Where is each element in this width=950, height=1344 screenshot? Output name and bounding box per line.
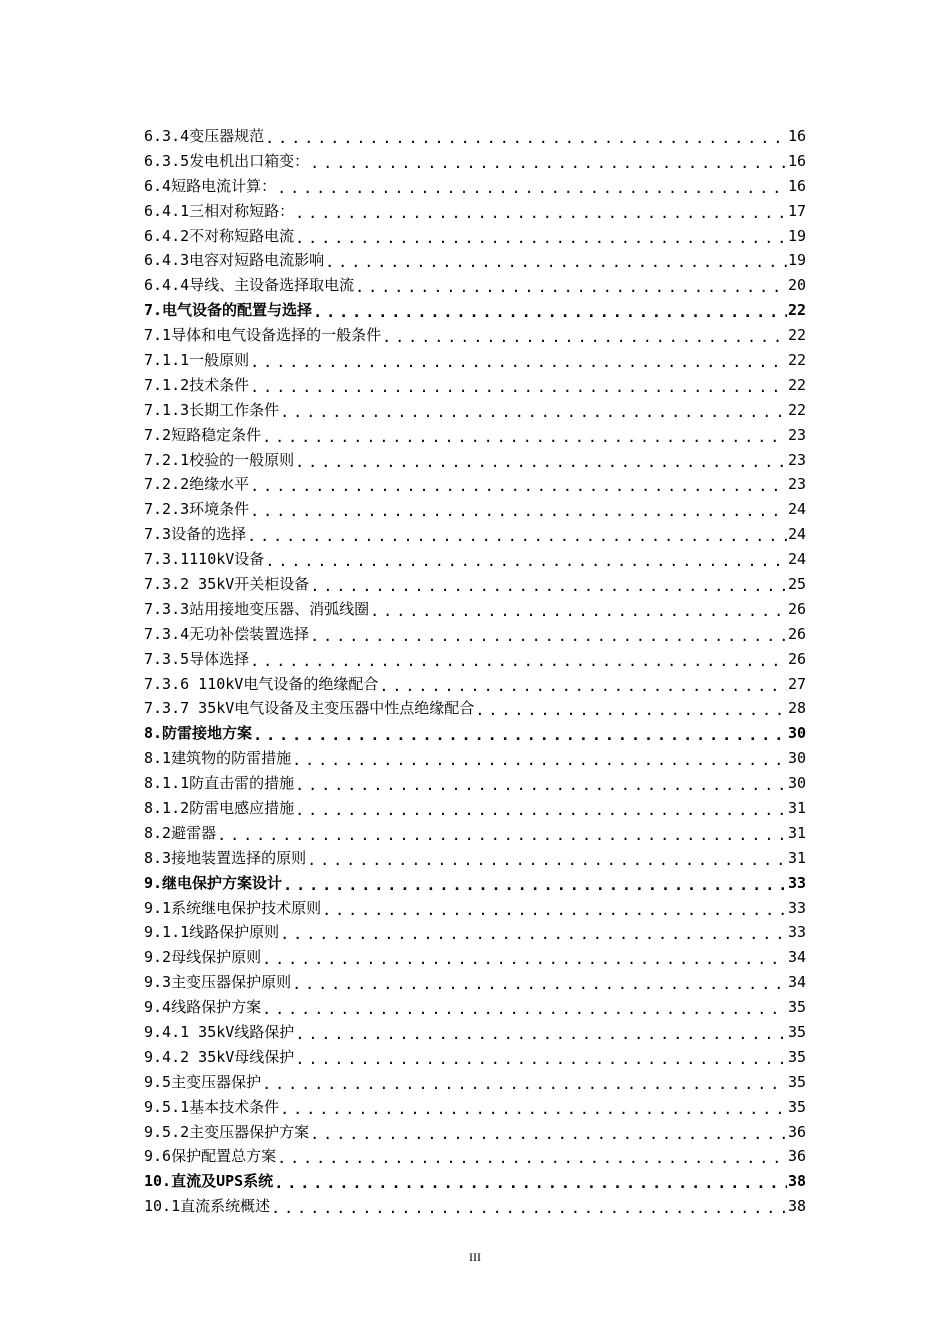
toc-entry-page: 35 xyxy=(787,998,806,1017)
toc-dot-leader xyxy=(280,405,787,420)
toc-entry[interactable] xyxy=(144,124,806,149)
toc-entry-page: 26 xyxy=(787,649,806,668)
toc-dot-leader xyxy=(307,853,787,868)
toc-entry-page: 23 xyxy=(787,475,806,494)
toc-dot-leader xyxy=(277,1151,787,1166)
toc-entry-title: 7.3设备的选择 xyxy=(144,525,247,544)
toc-entry-title: 7.3.4无功补偿装置选择 xyxy=(144,624,310,643)
table-of-contents xyxy=(144,124,806,1219)
toc-dot-leader xyxy=(280,927,787,942)
toc-dot-leader xyxy=(355,280,787,295)
toc-dot-leader xyxy=(262,1077,787,1092)
toc-entry-title: 7.3.6 110kV电气设备的绝缘配合 xyxy=(144,674,379,693)
toc-entry[interactable] xyxy=(144,224,806,249)
toc-entry[interactable] xyxy=(144,547,806,572)
toc-entry-title: 9.2母线保护原则 xyxy=(144,948,262,967)
toc-entry-page: 36 xyxy=(787,1147,806,1166)
toc-entry-title: 6.4.3电容对短路电流影响 xyxy=(144,251,325,270)
toc-entry-page: 31 xyxy=(787,848,806,867)
toc-dot-leader xyxy=(310,579,787,594)
toc-entry[interactable] xyxy=(144,174,806,199)
toc-entry[interactable] xyxy=(144,995,806,1020)
toc-entry-title: 7.1.1一般原则 xyxy=(144,350,250,369)
toc-entry-page: 33 xyxy=(787,898,806,917)
toc-entry-page: 17 xyxy=(787,201,806,220)
toc-entry-title: 10.1直流系统概述 xyxy=(144,1197,271,1216)
toc-dot-leader xyxy=(295,1052,787,1067)
toc-entry-title: 6.4.1三相对称短路： xyxy=(144,201,295,220)
toc-entry-page: 27 xyxy=(787,674,806,693)
toc-dot-leader xyxy=(295,1027,787,1042)
toc-entry-title: 6.4短路电流计算： xyxy=(144,176,277,195)
toc-entry-title: 7.2短路稳定条件 xyxy=(144,425,262,444)
toc-entry[interactable] xyxy=(144,721,806,746)
toc-entry[interactable] xyxy=(144,149,806,174)
toc-entry-page: 31 xyxy=(787,798,806,817)
toc-entry[interactable] xyxy=(144,945,806,970)
toc-entry-title: 9.5.1基本技术条件 xyxy=(144,1097,280,1116)
toc-dot-leader xyxy=(250,380,787,395)
toc-entry-page: 26 xyxy=(787,599,806,618)
toc-entry-title: 6.3.5发电机出口箱变： xyxy=(144,151,310,170)
toc-entry-title: 7.3.3站用接地变压器、消弧线圈 xyxy=(144,599,370,618)
toc-dot-leader xyxy=(262,952,787,967)
toc-entry[interactable] xyxy=(144,348,806,373)
toc-entry-page: 33 xyxy=(787,923,806,942)
toc-entry-title: 7.2.1校验的一般原则 xyxy=(144,450,295,469)
toc-entry[interactable] xyxy=(144,821,806,846)
toc-entry-page: 19 xyxy=(787,226,806,245)
toc-dot-leader xyxy=(250,654,787,669)
toc-dot-leader xyxy=(310,629,787,644)
toc-entry[interactable] xyxy=(144,273,806,298)
toc-entry[interactable] xyxy=(144,846,806,871)
toc-entry-title: 9.1.1线路保护原则 xyxy=(144,923,280,942)
toc-entry[interactable] xyxy=(144,771,806,796)
toc-entry-title: 9.3主变压器保护原则 xyxy=(144,973,292,992)
toc-entry[interactable] xyxy=(144,423,806,448)
toc-entry-page: 16 xyxy=(787,176,806,195)
toc-dot-leader xyxy=(379,679,787,694)
toc-entry[interactable] xyxy=(144,896,806,921)
toc-entry[interactable] xyxy=(144,497,806,522)
toc-dot-leader xyxy=(295,231,787,246)
toc-dot-leader xyxy=(250,479,787,494)
toc-entry-page: 30 xyxy=(787,724,806,743)
toc-dot-leader xyxy=(283,878,787,893)
toc-entry-page: 24 xyxy=(787,525,806,544)
toc-entry-page: 22 xyxy=(787,350,806,369)
toc-entry[interactable] xyxy=(144,1095,806,1120)
toc-dot-leader xyxy=(295,803,787,818)
toc-dot-leader xyxy=(310,156,787,171)
toc-dot-leader xyxy=(253,728,787,743)
toc-entry-page: 22 xyxy=(787,301,806,320)
toc-entry[interactable] xyxy=(144,1169,806,1194)
toc-entry-page: 26 xyxy=(787,624,806,643)
toc-dot-leader xyxy=(292,977,787,992)
toc-entry[interactable] xyxy=(144,1194,806,1219)
toc-entry-title: 8.2避雷器 xyxy=(144,823,217,842)
toc-entry-title: 6.4.4导线、主设备选择取电流 xyxy=(144,276,355,295)
toc-entry[interactable] xyxy=(144,647,806,672)
toc-dot-leader xyxy=(310,1127,787,1142)
toc-entry-page: 23 xyxy=(787,450,806,469)
toc-entry-page: 38 xyxy=(787,1172,806,1191)
toc-entry-title: 7.1.3长期工作条件 xyxy=(144,400,280,419)
toc-entry-page: 16 xyxy=(787,126,806,145)
toc-entry-title: 10.直流及UPS系统 xyxy=(144,1172,274,1191)
toc-entry[interactable] xyxy=(144,672,806,697)
toc-entry[interactable] xyxy=(144,472,806,497)
toc-entry-page: 19 xyxy=(787,251,806,270)
toc-entry-title: 7.3.2 35kV开关柜设备 xyxy=(144,574,310,593)
toc-entry-page: 34 xyxy=(787,973,806,992)
toc-entry[interactable] xyxy=(144,1070,806,1095)
toc-entry-title: 9.继电保护方案设计 xyxy=(144,873,283,892)
toc-entry-page: 34 xyxy=(787,948,806,967)
toc-entry-page: 30 xyxy=(787,774,806,793)
toc-entry[interactable] xyxy=(144,572,806,597)
toc-entry[interactable] xyxy=(144,796,806,821)
toc-entry-page: 35 xyxy=(787,1047,806,1066)
toc-entry-page: 30 xyxy=(787,749,806,768)
toc-dot-leader xyxy=(295,455,787,470)
toc-entry-title: 7.3.5导体选择 xyxy=(144,649,250,668)
toc-dot-leader xyxy=(265,554,787,569)
toc-entry-page: 22 xyxy=(787,375,806,394)
toc-entry-page: 23 xyxy=(787,425,806,444)
toc-entry-title: 8.3接地装置选择的原则 xyxy=(144,848,307,867)
toc-entry-title: 6.4.2不对称短路电流 xyxy=(144,226,295,245)
toc-entry-title: 9.5主变压器保护 xyxy=(144,1072,262,1091)
toc-dot-leader xyxy=(247,529,787,544)
toc-entry-page: 22 xyxy=(787,400,806,419)
toc-dot-leader xyxy=(271,1201,787,1216)
toc-entry-title: 9.4.2 35kV母线保护 xyxy=(144,1047,295,1066)
toc-entry-title: 9.6保护配置总方案 xyxy=(144,1147,277,1166)
toc-entry[interactable] xyxy=(144,398,806,423)
toc-dot-leader xyxy=(250,355,787,370)
toc-dot-leader xyxy=(292,753,787,768)
toc-entry[interactable] xyxy=(144,199,806,224)
toc-dot-leader xyxy=(475,703,787,718)
toc-entry[interactable] xyxy=(144,622,806,647)
toc-dot-leader xyxy=(277,181,787,196)
toc-entry[interactable] xyxy=(144,696,806,721)
toc-entry[interactable] xyxy=(144,1145,806,1170)
toc-entry[interactable] xyxy=(144,1020,806,1045)
toc-entry-title: 7.电气设备的配置与选择 xyxy=(144,301,313,320)
toc-entry[interactable] xyxy=(144,746,806,771)
toc-entry-title: 7.3.7 35kV电气设备及主变压器中性点绝缘配合 xyxy=(144,699,475,718)
toc-entry-title: 9.4线路保护方案 xyxy=(144,998,262,1017)
toc-dot-leader xyxy=(370,604,787,619)
toc-dot-leader xyxy=(274,1176,787,1191)
toc-entry-title: 7.1.2技术条件 xyxy=(144,375,250,394)
toc-entry[interactable] xyxy=(144,298,806,323)
toc-entry[interactable] xyxy=(144,522,806,547)
toc-dot-leader xyxy=(295,206,787,221)
toc-entry-page: 24 xyxy=(787,550,806,569)
toc-entry-page: 22 xyxy=(787,326,806,345)
toc-entry-title: 7.3.1110kV设备 xyxy=(144,550,265,569)
toc-entry[interactable] xyxy=(144,1120,806,1145)
toc-dot-leader xyxy=(325,255,787,270)
toc-entry-title: 8.1.1防直击雷的措施 xyxy=(144,774,295,793)
toc-entry-page: 35 xyxy=(787,1023,806,1041)
toc-entry-page: 25 xyxy=(787,574,806,593)
toc-dot-leader xyxy=(280,1102,787,1117)
toc-dot-leader xyxy=(262,1002,787,1017)
toc-dot-leader xyxy=(217,828,787,843)
toc-entry-title: 7.2.2绝缘水平 xyxy=(144,475,250,494)
toc-dot-leader xyxy=(265,131,787,146)
toc-entry-page: 16 xyxy=(787,151,806,170)
toc-entry-page: 28 xyxy=(787,699,806,718)
toc-entry-title: 9.1系统继电保护技术原则 xyxy=(144,898,322,917)
toc-entry-page: 36 xyxy=(787,1122,806,1141)
toc-entry-title: 8.防雷接地方案 xyxy=(144,724,253,743)
toc-entry-page: 31 xyxy=(787,823,806,842)
toc-entry-title: 7.2.3环境条件 xyxy=(144,500,250,519)
toc-entry[interactable] xyxy=(144,1045,806,1070)
toc-entry-page: 35 xyxy=(787,1072,806,1091)
toc-dot-leader xyxy=(313,305,787,320)
toc-dot-leader xyxy=(262,430,787,445)
toc-entry[interactable] xyxy=(144,921,806,946)
toc-entry-title: 8.1建筑物的防雷措施 xyxy=(144,749,292,768)
toc-entry-title: 6.3.4变压器规范 xyxy=(144,126,265,145)
toc-entry-title: 9.4.1 35kV线路保护 xyxy=(144,1023,295,1041)
toc-entry-page: 24 xyxy=(787,500,806,519)
toc-entry-title: 8.1.2防雷电感应措施 xyxy=(144,798,295,817)
toc-entry[interactable] xyxy=(144,871,806,896)
toc-dot-leader xyxy=(250,504,787,519)
toc-dot-leader xyxy=(295,778,787,793)
toc-entry-page: 35 xyxy=(787,1097,806,1116)
toc-entry-title: 9.5.2主变压器保护方案 xyxy=(144,1122,310,1141)
toc-entry[interactable] xyxy=(144,448,806,473)
toc-entry[interactable] xyxy=(144,323,806,348)
toc-entry[interactable] xyxy=(144,248,806,273)
toc-entry[interactable] xyxy=(144,970,806,995)
toc-entry-page: 33 xyxy=(787,873,806,892)
toc-entry-page: 38 xyxy=(787,1197,806,1216)
page-number: III xyxy=(469,1250,481,1264)
toc-entry[interactable] xyxy=(144,373,806,398)
toc-entry-page: 20 xyxy=(787,276,806,295)
toc-entry-title: 7.1导体和电气设备选择的一般条件 xyxy=(144,326,382,345)
toc-dot-leader xyxy=(322,903,787,918)
toc-entry[interactable] xyxy=(144,597,806,622)
toc-dot-leader xyxy=(382,330,787,345)
